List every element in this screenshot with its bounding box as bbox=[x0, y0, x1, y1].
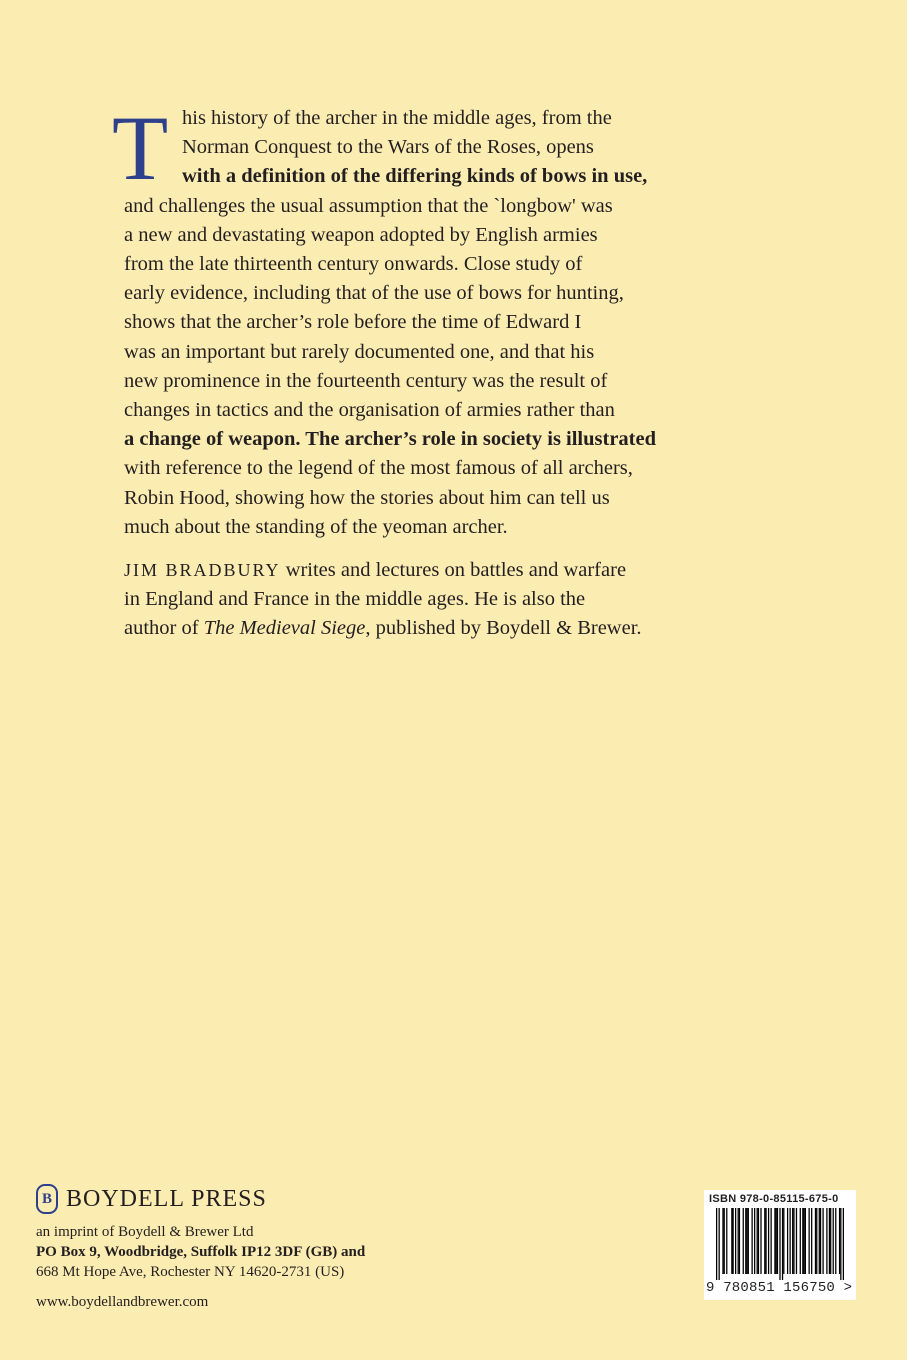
barcode-bar bbox=[776, 1208, 777, 1274]
barcode-bar bbox=[830, 1208, 831, 1274]
blurb-line: from the late thirteenth century onwards. Close study of bbox=[124, 253, 583, 276]
barcode-bar bbox=[764, 1208, 765, 1274]
blurb bbox=[112, 97, 657, 644]
blurb-line: was an important but rarely documented one, and that his bbox=[124, 340, 595, 363]
barcode-bar bbox=[835, 1208, 836, 1274]
blurb-line: and challenges the usual assumption that the `longbow' was bbox=[124, 194, 613, 217]
barcode-bar bbox=[739, 1208, 740, 1274]
barcode-bar bbox=[726, 1208, 727, 1274]
barcode-bar bbox=[803, 1208, 804, 1274]
barcode-bar bbox=[743, 1208, 744, 1274]
barcode-bar bbox=[811, 1208, 812, 1274]
blurb-line: changes in tactics and the organisation of armies rather than bbox=[124, 399, 615, 422]
barcode-bar bbox=[738, 1208, 739, 1274]
barcode-bar bbox=[829, 1208, 830, 1274]
barcode-bar bbox=[783, 1208, 784, 1274]
publisher-info bbox=[36, 1184, 365, 1312]
barcode-bar bbox=[802, 1208, 803, 1274]
address-gb: PO Box 9, Woodbridge, Suffolk IP12 3DF (GB) and bbox=[36, 1244, 366, 1260]
author-line: JIM BRADBURY writes and lectures on battles and warfare bbox=[124, 559, 627, 582]
blurb-line: new prominence in the fourteenth century was the result of bbox=[124, 369, 608, 392]
barcode-bar bbox=[731, 1208, 732, 1274]
barcode-bar bbox=[757, 1208, 758, 1274]
barcode-bar bbox=[760, 1208, 761, 1274]
blurb-line: with reference to the legend of the most famous of all archers, bbox=[124, 457, 633, 480]
book-title: The Medieval Siege bbox=[203, 617, 366, 640]
barcode-bar bbox=[843, 1208, 844, 1280]
barcode-bar bbox=[735, 1208, 736, 1274]
blurb-line: a new and devastating weapon adopted by English armies bbox=[124, 223, 598, 246]
barcode-bar bbox=[793, 1208, 794, 1274]
barcode-bar bbox=[822, 1208, 823, 1274]
barcode-bars bbox=[716, 1208, 844, 1280]
barcode-bar bbox=[839, 1208, 840, 1274]
barcode-bar bbox=[800, 1208, 801, 1274]
barcode-bar bbox=[719, 1208, 720, 1280]
blurb-line: Norman Conquest to the Wars of the Roses, opens bbox=[182, 136, 594, 159]
blurb-line: a change of weapon. The archer’s role in society is illustrated bbox=[124, 428, 657, 451]
author-bio bbox=[124, 556, 644, 644]
barcode-bar bbox=[758, 1208, 759, 1274]
author-name: JIM BRADBURY bbox=[124, 560, 281, 581]
drop-cap: T bbox=[112, 97, 169, 199]
barcode-bar bbox=[732, 1208, 733, 1274]
barcode-bar bbox=[790, 1208, 791, 1274]
publisher-name: BOYDELL PRESS bbox=[66, 1186, 267, 1212]
isbn-label: ISBN 978-0-85115-675-0 bbox=[709, 1193, 839, 1205]
barcode-bar bbox=[787, 1208, 788, 1274]
barcode-bar bbox=[754, 1208, 755, 1274]
author-line: in England and France in the middle ages. He is also the bbox=[124, 588, 586, 611]
barcode-bar bbox=[745, 1208, 746, 1274]
boydell-logo-icon: B bbox=[36, 1184, 58, 1214]
barcode-bar bbox=[826, 1208, 827, 1274]
barcode-bar bbox=[746, 1208, 747, 1274]
barcode-bar bbox=[820, 1208, 821, 1274]
publisher-logo bbox=[36, 1184, 365, 1214]
barcode-bar bbox=[765, 1208, 766, 1274]
website-link[interactable]: www.boydellandbrewer.com bbox=[36, 1294, 209, 1310]
barcode-bar bbox=[805, 1208, 806, 1274]
barcode bbox=[704, 1190, 856, 1300]
blurb-line: much about the standing of the yeoman archer. bbox=[124, 515, 508, 538]
barcode-bar bbox=[777, 1208, 778, 1274]
barcode-bar bbox=[792, 1208, 793, 1274]
blurb-line: his history of the archer in the middle ages, from the bbox=[182, 107, 612, 129]
barcode-bar bbox=[774, 1208, 775, 1274]
barcode-bar bbox=[779, 1208, 780, 1280]
blurb-line: with a definition of the differing kinds of bows in use, bbox=[182, 165, 648, 188]
barcode-digits: 9 780851 156750 > bbox=[706, 1280, 853, 1296]
barcode-bar bbox=[833, 1208, 834, 1274]
barcode-bar bbox=[815, 1208, 816, 1274]
address-us: 668 Mt Hope Ave, Rochester NY 14620-2731 (US) bbox=[36, 1264, 345, 1280]
barcode-bar bbox=[782, 1208, 783, 1280]
blurb-paragraph bbox=[112, 97, 657, 542]
barcode-bar bbox=[819, 1208, 820, 1274]
imprint-line: an imprint of Boydell & Brewer Ltd bbox=[36, 1224, 254, 1240]
barcode-bar bbox=[796, 1208, 797, 1274]
barcode-bar bbox=[840, 1208, 841, 1280]
barcode-bar bbox=[768, 1208, 769, 1274]
barcode-bar bbox=[724, 1208, 725, 1274]
barcode-bar bbox=[722, 1208, 723, 1274]
barcode-bar bbox=[809, 1208, 810, 1274]
barcode-bar bbox=[816, 1208, 817, 1274]
blurb-line: shows that the archer’s role before the time of Edward I bbox=[124, 311, 582, 334]
blurb-line: early evidence, including that of the use of bows for hunting, bbox=[124, 282, 624, 305]
author-line: author of The Medieval Siege, published by Boydell & Brewer. bbox=[124, 617, 642, 640]
barcode-bar bbox=[716, 1208, 717, 1280]
barcode-bar bbox=[771, 1208, 772, 1274]
barcode-bar bbox=[748, 1208, 749, 1274]
blurb-line: Robin Hood, showing how the stories about him can tell us bbox=[124, 486, 610, 509]
barcode-bar bbox=[751, 1208, 752, 1274]
